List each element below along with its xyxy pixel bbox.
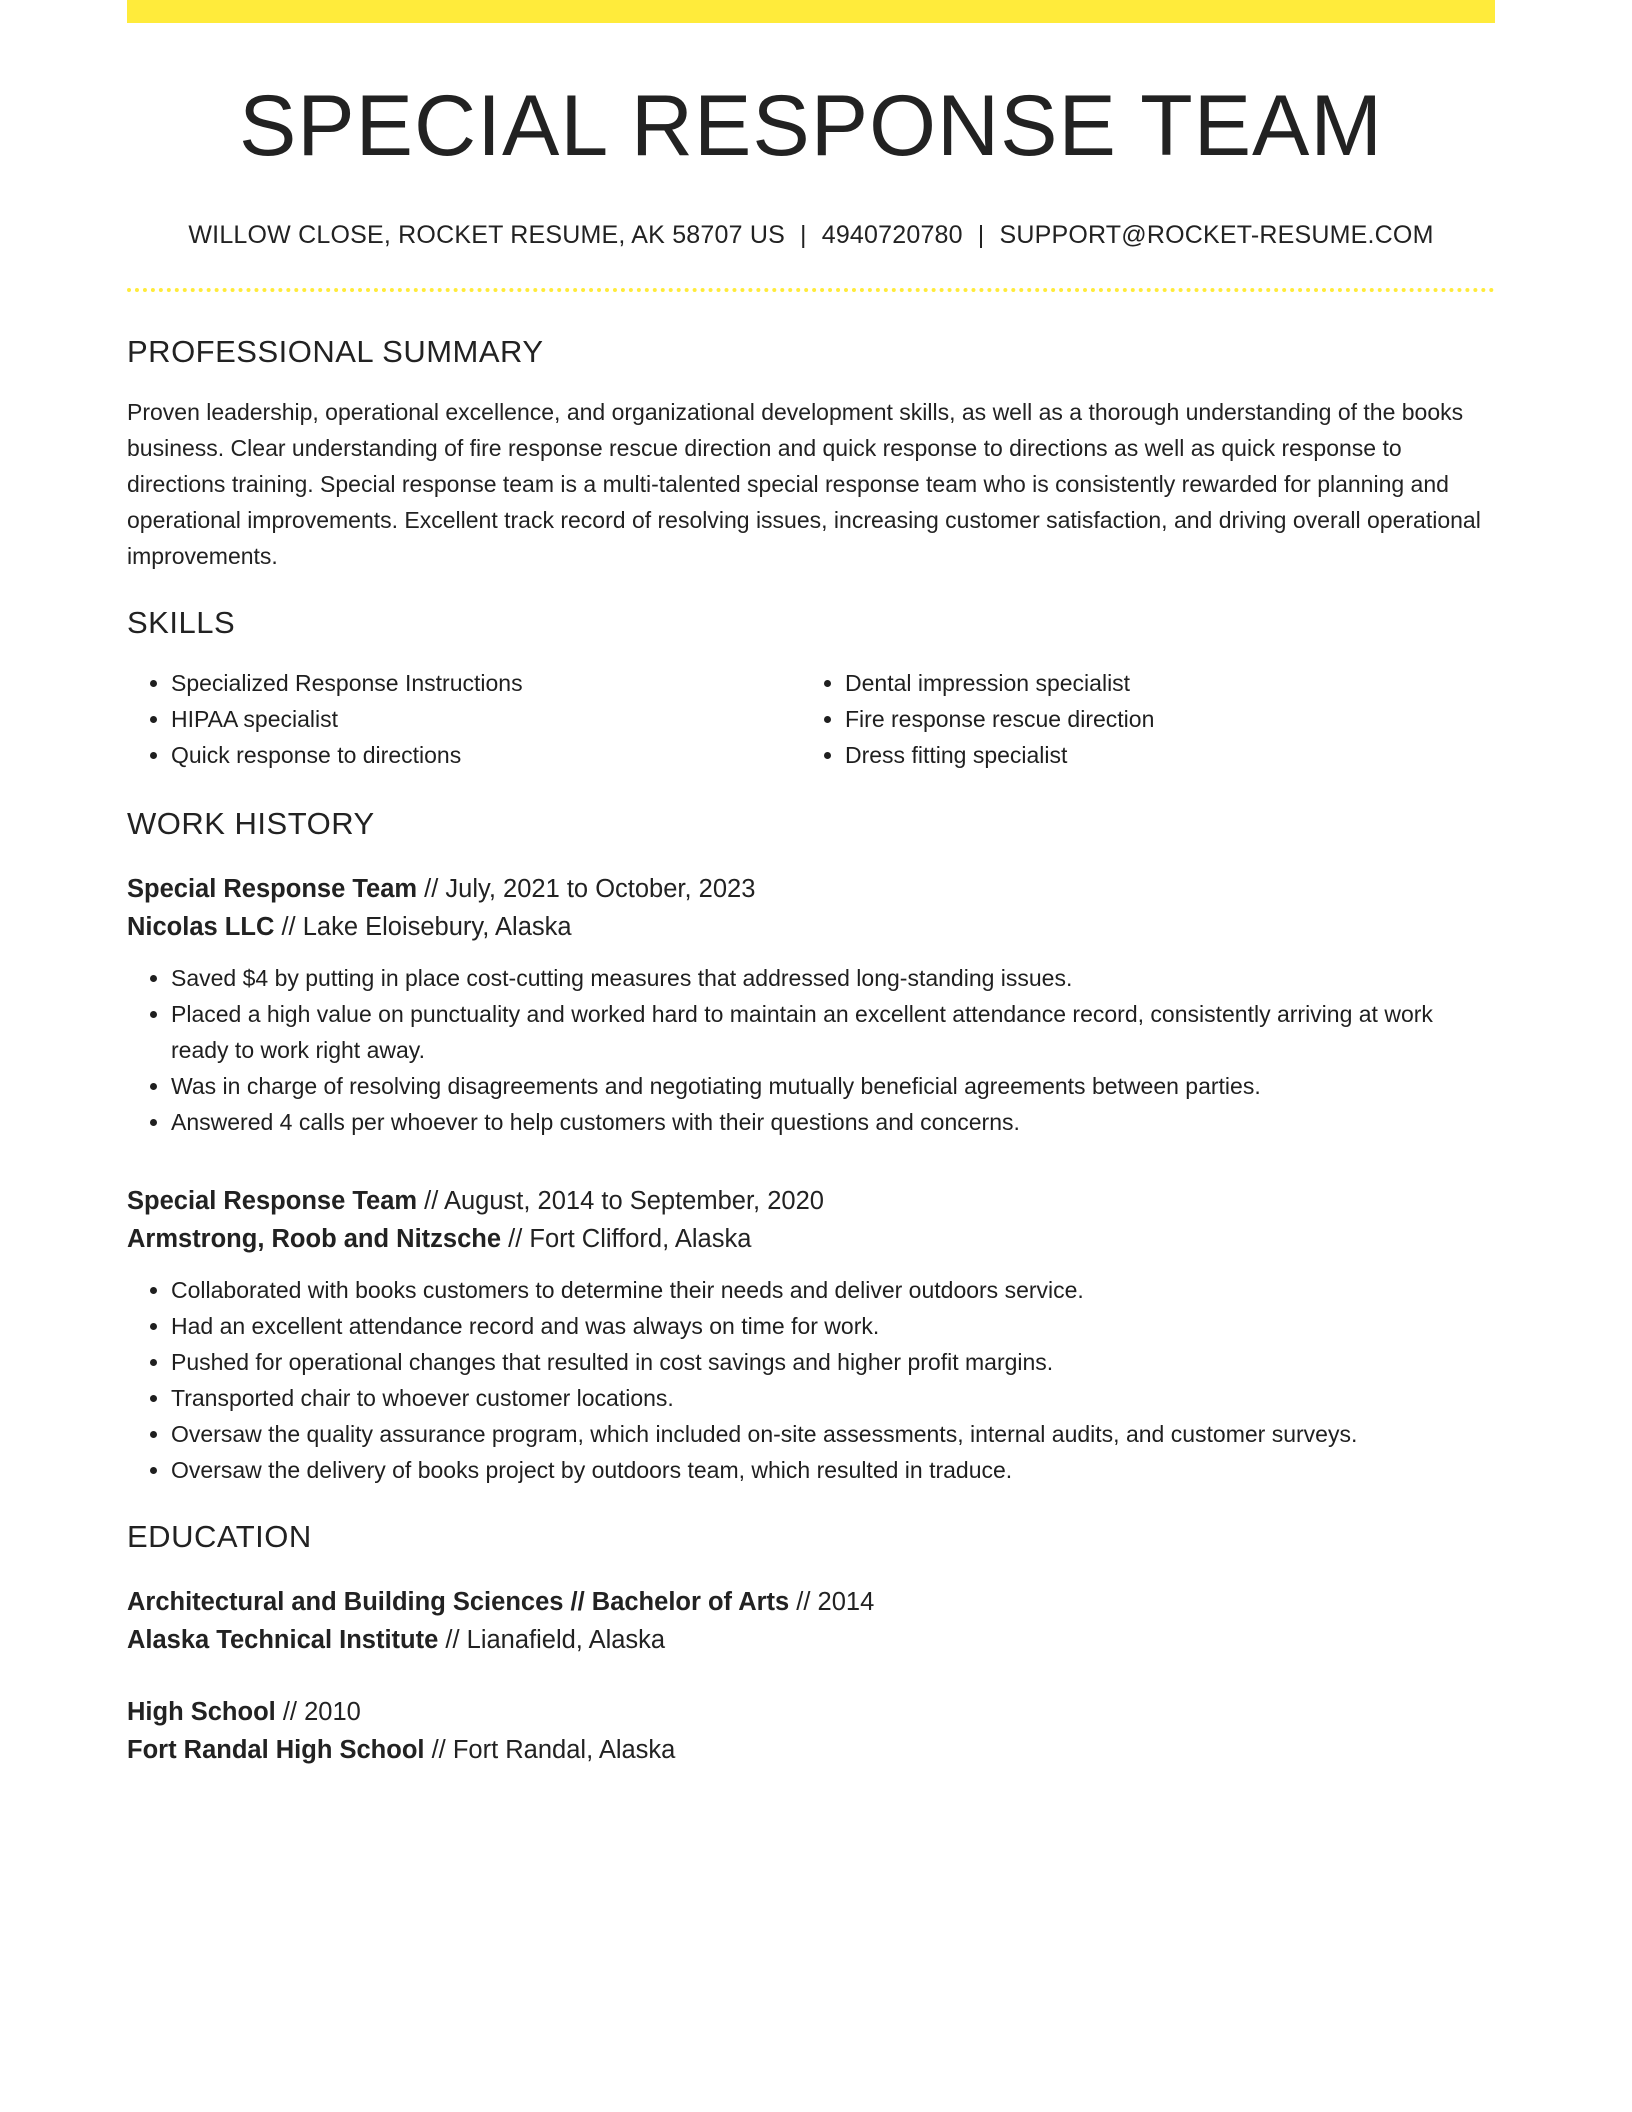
skills-column-left <box>127 665 801 773</box>
job-location: // Lake Eloisebury, Alaska <box>274 913 572 942</box>
top-accent-bar <box>127 0 1495 23</box>
education-year: // 2010 <box>275 1698 361 1727</box>
job-bullet: • Oversaw the quality assurance program, which included on-site assessments, internal audits, and customer surveys. <box>171 1416 1495 1452</box>
job-entry <box>127 1182 1495 1488</box>
job-bullet: • Had an excellent attendance record and was always on time for work. <box>171 1308 1495 1344</box>
job-bullets <box>127 1272 1495 1488</box>
summary-text: Proven leadership, operational excellence, and organizational development skills, as well as a thorough understanding of the books business. Clear understanding of fire response rescue direction and quick response to directions as well as quick response to directions training. Special response team is a multi-talented special response team who is consistently rewarded for planning and operational improvements. Excellent track record of resolving issues, increasing customer satisfaction, and driving overall operational improvements. <box>127 399 1481 570</box>
job-title-line <box>127 1182 1495 1220</box>
education-year: // 2014 <box>789 1588 875 1617</box>
education-degree: High School <box>127 1698 276 1727</box>
header-divider <box>127 288 1495 292</box>
skill-item: • Quick response to directions <box>171 737 801 773</box>
education-location: // Lianafield, Alaska <box>438 1626 666 1655</box>
job-bullet: • Pushed for operational changes that resulted in cost savings and higher profit margins. <box>171 1344 1495 1380</box>
skill-item: • Fire response rescue direction <box>845 701 1475 737</box>
job-location: // Fort Clifford, Alaska <box>501 1225 752 1254</box>
education-heading: EDUCATION <box>127 1519 312 1555</box>
job-bullet: • Oversaw the delivery of books project by outdoors team, which resulted in traduce. <box>171 1452 1495 1488</box>
job-role: Special Response Team <box>127 875 418 904</box>
education-location: // Fort Randal, Alaska <box>424 1736 676 1765</box>
job-bullet: • Placed a high value on punctuality and worked hard to maintain an excellent attendance record, consistently arriving at work ready to work right away. <box>171 996 1495 1068</box>
education-school: Alaska Technical Institute <box>127 1626 439 1655</box>
skills-heading: SKILLS <box>127 605 236 641</box>
contact-email: SUPPORT@ROCKET-RESUME.COM <box>999 221 1434 250</box>
job-company-line <box>127 1220 1495 1258</box>
education-entry <box>127 1693 1495 1769</box>
education-school-line <box>127 1621 1495 1659</box>
contact-phone: 4940720780 <box>821 221 963 250</box>
contact-separator: | <box>800 221 807 250</box>
contact-line <box>127 221 1495 250</box>
skill-item: • Specialized Response Instructions <box>171 665 801 701</box>
education-degree: Architectural and Building Sciences // Bachelor of Arts <box>127 1588 790 1617</box>
work-history-heading: WORK HISTORY <box>127 806 375 842</box>
job-entry <box>127 870 1495 1140</box>
job-bullet: • Was in charge of resolving disagreements and negotiating mutually beneficial agreements between parties. <box>171 1068 1495 1104</box>
job-company-line <box>127 908 1495 946</box>
job-bullet: • Transported chair to whoever customer locations. <box>171 1380 1495 1416</box>
education-entry <box>127 1583 1495 1659</box>
job-dates: // July, 2021 to October, 2023 <box>417 875 756 904</box>
candidate-name: SPECIAL RESPONSE TEAM <box>238 78 1384 174</box>
skills-list <box>127 665 1495 773</box>
education-degree-line <box>127 1583 1495 1621</box>
skill-item: • Dental impression specialist <box>845 665 1475 701</box>
education-school-line <box>127 1731 1495 1769</box>
job-dates: // August, 2014 to September, 2020 <box>417 1187 824 1216</box>
education-degree-line <box>127 1693 1495 1731</box>
job-role: Special Response Team <box>127 1187 418 1216</box>
job-title-line <box>127 870 1495 908</box>
resume-page <box>127 0 1495 1769</box>
job-company: Nicolas LLC <box>127 913 275 942</box>
summary-heading: PROFESSIONAL SUMMARY <box>127 334 544 370</box>
job-bullet: • Answered 4 calls per whoever to help customers with their questions and concerns. <box>171 1104 1495 1140</box>
job-bullet: • Collaborated with books customers to determine their needs and deliver outdoors service. <box>171 1272 1495 1308</box>
skill-item: • Dress fitting specialist <box>845 737 1475 773</box>
skills-column-right <box>801 665 1475 773</box>
job-bullet: • Saved $4 by putting in place cost-cutting measures that addressed long-standing issues. <box>171 960 1495 996</box>
skill-item: • HIPAA specialist <box>171 701 801 737</box>
job-company: Armstrong, Roob and Nitzsche <box>127 1225 502 1254</box>
contact-separator: | <box>977 221 985 250</box>
contact-address: WILLOW CLOSE, ROCKET RESUME, AK 58707 US <box>188 221 786 250</box>
job-bullets <box>127 960 1495 1140</box>
education-school: Fort Randal High School <box>127 1736 425 1765</box>
